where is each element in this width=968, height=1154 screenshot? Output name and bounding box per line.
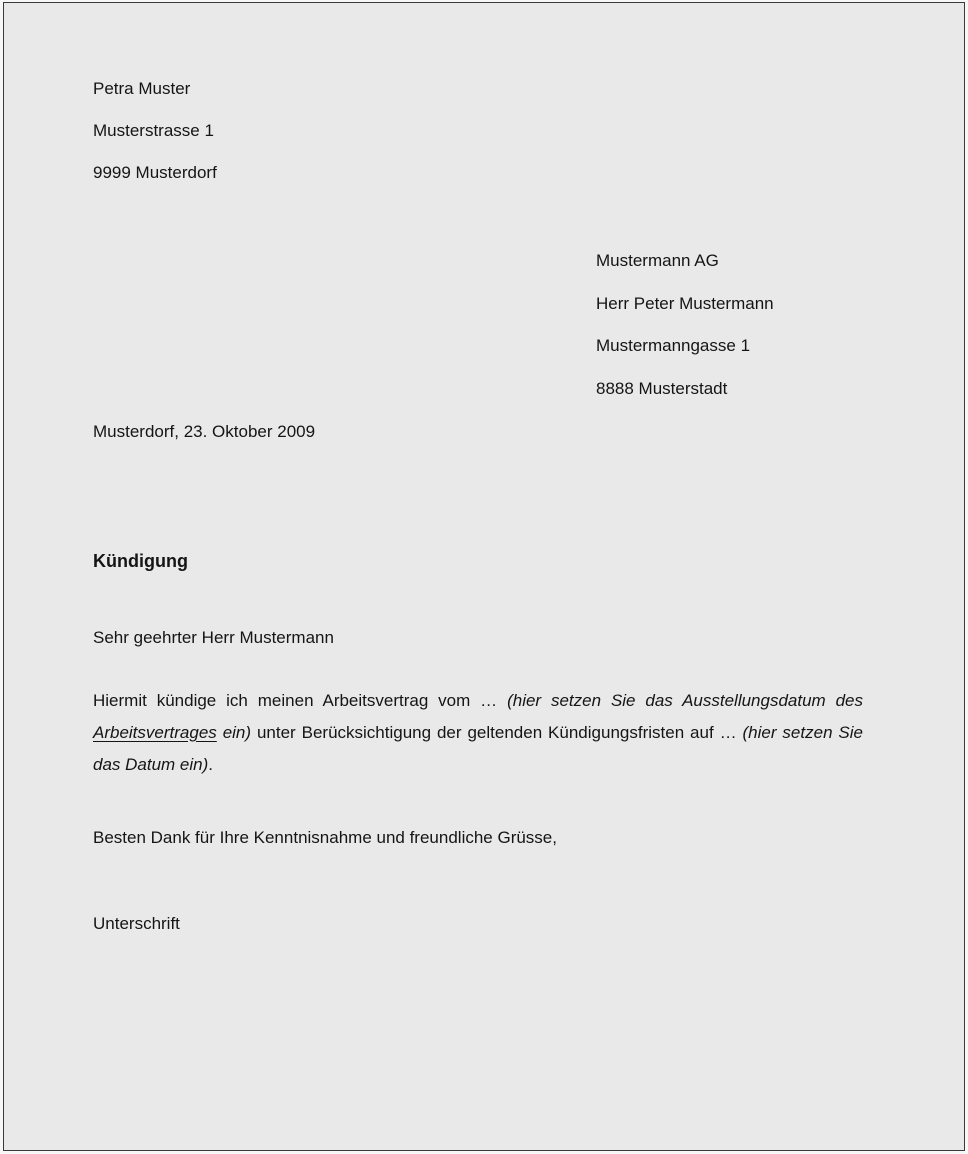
letter-page (3, 2, 965, 1151)
sender-city: 9999 Musterdorf (93, 163, 217, 182)
recipient-name: Herr Peter Mustermann (596, 293, 774, 313)
body-text-period: . (208, 755, 214, 774)
body-text-segment-1: Hiermit kündige ich meinen Arbeitsvertrag vom … (93, 691, 508, 710)
body-placeholder-issue-date-end: ein) (216, 723, 252, 742)
body-paragraph (93, 685, 863, 781)
recipient-company: Mustermann AG (596, 251, 719, 271)
closing-line: Besten Dank für Ihre Kenntnisnahme und freundliche Grüsse, (93, 828, 557, 847)
recipient-street: Mustermanngasse 1 (596, 336, 751, 356)
sender-name: Petra Muster (93, 79, 191, 98)
salutation-line: Sehr geehrter Herr Mustermann (93, 628, 334, 647)
body-placeholder-end-date: (hier setzen Sie das Datum ein) (93, 723, 863, 774)
body-term-arbeitsvertrages: Arbeitsvertrages (93, 723, 217, 742)
body-placeholder-issue-date: (hier setzen Sie das Ausstellungsdatum des (507, 691, 863, 710)
subject-heading: Kündigung (93, 551, 188, 571)
body-text-segment-2: unter Berücksichtigung der geltenden Kündigungsfristen auf … (251, 723, 743, 742)
date-line: Musterdorf, 23. Oktober 2009 (93, 422, 316, 441)
recipient-address-block (596, 229, 774, 421)
sender-street: Musterstrasse 1 (93, 121, 214, 140)
signature-label: Unterschrift (93, 914, 180, 933)
recipient-city: 8888 Musterstadt (596, 379, 728, 399)
sender-address-block (93, 57, 217, 204)
